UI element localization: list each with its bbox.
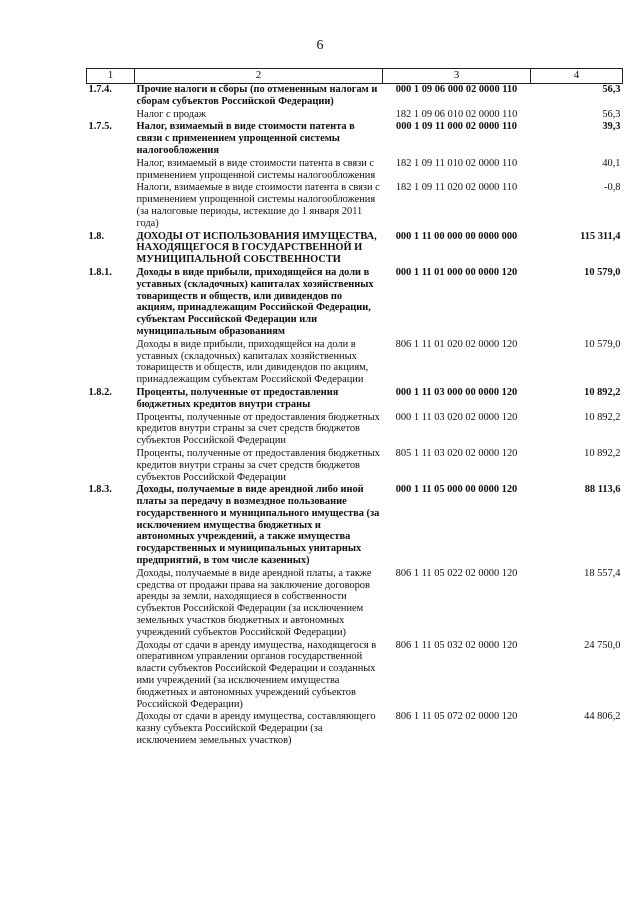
- row-name: Проценты, полученные от предоставления бюджетных кредитов внутри страны за счет средств бюджетов субъектов Российской Федерации: [136, 447, 380, 483]
- row-code: 182 1 09 11 010 02 0000 110: [395, 157, 518, 169]
- table-row: [87, 182, 623, 230]
- revenue-table: [86, 68, 623, 748]
- row-amount: 18 557,4: [584, 567, 621, 579]
- row-amount: -0,8: [604, 182, 621, 194]
- row-amount: 10 892,2: [584, 447, 621, 459]
- row-amount: 88 113,6: [584, 484, 621, 496]
- row-number: [87, 448, 135, 484]
- row-name: Доходы в виде прибыли, приходящейся на доли в уставных (складочных) капиталах хозяйственных товариществ и обществ, или дивидендов по акциям, принадлежащим Российской Федерации, субъектам Российской Федерации или муниципальным образованиям: [136, 266, 374, 337]
- row-number: [87, 109, 135, 122]
- table-row: [87, 267, 623, 339]
- row-number: 1.7.4.: [88, 84, 112, 95]
- row-name: Налог с продаж: [136, 108, 206, 120]
- column-header: 1: [87, 69, 135, 84]
- row-amount: 10 579,0: [584, 266, 621, 278]
- row-name: Налог, взимаемый в виде стоимости патента в связи с применением упрощенной системы налогообложения: [136, 157, 376, 181]
- row-name: Доходы, получаемые в виде арендной либо иной платы за передачу в возмездное пользование государственного и муниципального имущества (за исключением имущества бюджетных и автономных учреждений, а также имущества государственных и муниципальных унитарных предприятий, в том числе казенных): [136, 484, 380, 567]
- row-code: 000 1 11 03 020 02 0000 120: [395, 411, 518, 423]
- table-row: [87, 121, 623, 157]
- table-row: [87, 231, 623, 267]
- row-amount: 56,3: [602, 84, 621, 95]
- row-code: 000 1 09 11 000 02 0000 110: [396, 121, 517, 133]
- table-row: [87, 339, 623, 387]
- row-number: [87, 711, 135, 747]
- row-code: 806 1 11 01 020 02 0000 120: [395, 338, 518, 350]
- row-name: Налоги, взимаемые в виде стоимости патента в связи с применением упрощенной системы налогообложения (за налоговые периоды, истекшие до 1 января 2011 года): [136, 182, 380, 229]
- table-row: [87, 448, 623, 484]
- table-row: [87, 109, 623, 122]
- row-amount: 10 579,0: [584, 338, 621, 350]
- row-name: Доходы от сдачи в аренду имущества, составляющего казну субъекта Российской Федерации (за исключением земельных участков): [136, 711, 376, 747]
- row-amount: 39,3: [602, 121, 621, 133]
- table-row: [87, 568, 623, 640]
- row-amount: 40,1: [602, 157, 621, 169]
- row-code: 000 1 11 00 000 00 0000 000: [395, 230, 518, 242]
- column-header: 2: [135, 69, 383, 84]
- row-amount: 56,3: [602, 108, 621, 120]
- row-code: 000 1 11 01 000 00 0000 120: [395, 266, 518, 278]
- row-amount: 44 806,2: [584, 711, 621, 723]
- table-row: [87, 711, 623, 747]
- row-name: Прочие налоги и сборы (по отмененным налогам и сборам субъектов Российской Федерации): [136, 84, 378, 107]
- row-number: 1.7.5.: [88, 121, 112, 133]
- row-code: 806 1 11 05 022 02 0000 120: [395, 567, 518, 579]
- row-name: Налог, взимаемый в виде стоимости патента в связи с применением упрощенной системы налогообложения: [136, 121, 355, 156]
- row-code: 806 1 11 05 072 02 0000 120: [395, 711, 518, 723]
- row-number: [87, 568, 135, 640]
- row-name: Доходы, получаемые в виде арендной платы, а также средства от продажи права на заключение договоров аренды за земли, находящиеся в собственности субъектов Российской Федерации (за исключением земельных участков бюджетных и автономных учреждений субъектов Российской Федерации): [136, 567, 372, 638]
- table-row: [87, 158, 623, 183]
- table-row: [87, 412, 623, 448]
- row-code: 182 1 09 11 020 02 0000 110: [395, 182, 518, 194]
- row-code: 805 1 11 03 020 02 0000 120: [395, 447, 518, 459]
- row-code: 806 1 11 05 032 02 0000 120: [395, 639, 518, 651]
- row-amount: 10 892,2: [584, 386, 621, 398]
- table-body: [87, 84, 623, 748]
- row-name: Доходы от сдачи в аренду имущества, находящегося в оперативном управлении органов государственной власти субъектов Российской Федерации и созданных ими учреждений (за исключением имущества бюджетных и автономных учреждений субъектов Российской Федерации): [136, 639, 377, 710]
- column-header: 3: [383, 69, 531, 84]
- table-row: [87, 640, 623, 712]
- row-code: 000 1 11 05 000 00 0000 120: [395, 484, 518, 496]
- row-number: [87, 640, 135, 712]
- row-number: [87, 158, 135, 183]
- row-name: Проценты, полученные от предоставления бюджетных кредитов внутри страны за счет средств бюджетов субъектов Российской Федерации: [136, 411, 380, 447]
- row-number: 1.8.3.: [88, 484, 112, 496]
- row-name: Доходы в виде прибыли, приходящейся на доли в уставных (складочных) капиталах хозяйственных товариществ и обществ, или дивидендов по акциям, принадлежащим субъектам Российской Федерации: [136, 338, 369, 386]
- row-number: 1.8.2.: [88, 386, 112, 398]
- row-number: 1.8.: [88, 230, 105, 242]
- column-header: 4: [531, 69, 623, 84]
- row-number: [87, 182, 135, 230]
- table-row: [87, 484, 623, 568]
- row-code: 182 1 09 06 010 02 0000 110: [395, 108, 518, 120]
- row-number: [87, 339, 135, 387]
- row-name: ДОХОДЫ ОТ ИСПОЛЬЗОВАНИЯ ИМУЩЕСТВА, НАХОДЯЩЕГОСЯ В ГОСУДАРСТВЕННОЙ И МУНИЦИПАЛЬНОЙ СОБСТВЕННОСТИ: [136, 230, 377, 266]
- row-number: [87, 412, 135, 448]
- table-row: [87, 84, 623, 109]
- row-amount: 24 750,0: [584, 639, 621, 651]
- row-code: 000 1 09 06 000 02 0000 110: [395, 84, 518, 95]
- row-name: Проценты, полученные от предоставления бюджетных кредитов внутри страны: [136, 386, 339, 410]
- row-code: 000 1 11 03 000 00 0000 120: [395, 386, 518, 398]
- table-row: [87, 387, 623, 412]
- table-header: [87, 69, 623, 84]
- row-number: 1.8.1.: [88, 266, 112, 278]
- row-amount: 115 311,4: [580, 230, 621, 242]
- row-amount: 10 892,2: [584, 411, 621, 423]
- page-number: 6: [316, 38, 324, 53]
